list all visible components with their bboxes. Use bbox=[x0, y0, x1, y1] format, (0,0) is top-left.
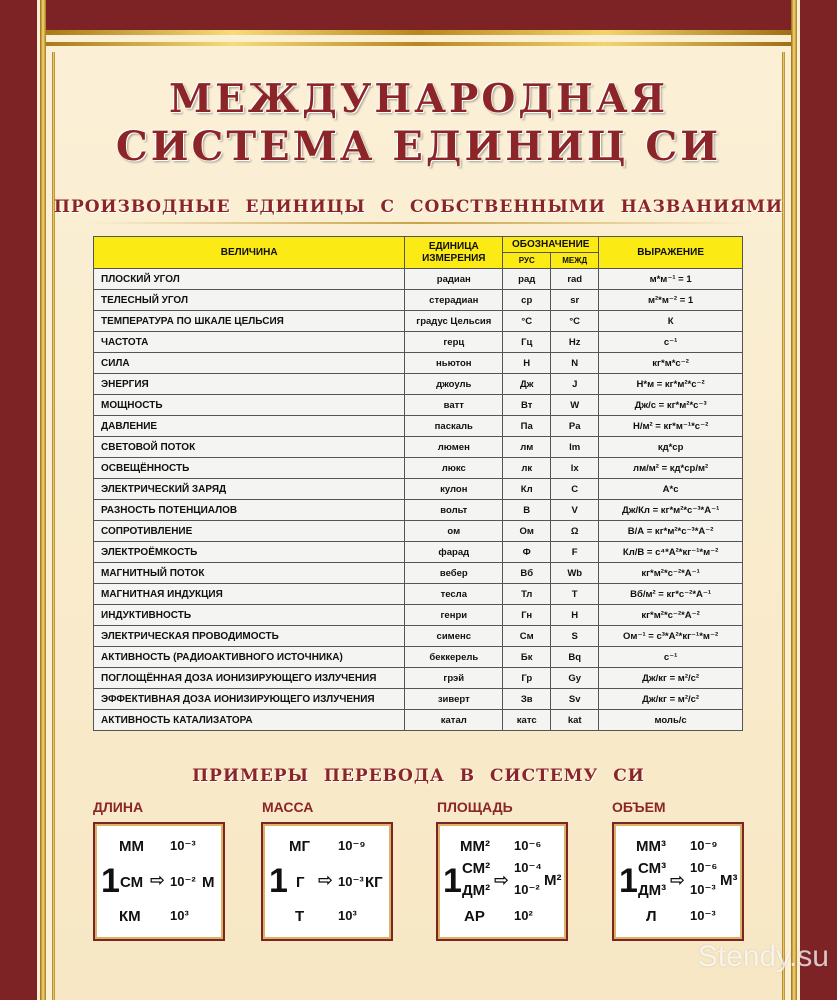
area-bottom-unit: АР bbox=[464, 908, 485, 925]
title-line-1: МЕЖДУНАРОДНАЯ bbox=[169, 76, 668, 122]
area-box bbox=[436, 822, 568, 941]
table-row bbox=[94, 311, 743, 332]
mass-bottom-power: 10³ bbox=[338, 908, 357, 923]
examples-title: ПРИМЕРЫ ПЕРЕВОДА В СИСТЕМУ СИ bbox=[192, 766, 645, 786]
table-row bbox=[94, 500, 743, 521]
table-row bbox=[94, 668, 743, 689]
expression-cell: кг*м²*с⁻²*А⁻¹ bbox=[599, 563, 743, 584]
expression-cell: кд*ср bbox=[599, 437, 743, 458]
intl-symbol-cell: lx bbox=[551, 458, 599, 479]
header-rus: РУС bbox=[503, 253, 551, 269]
mass-top-unit: МГ bbox=[289, 838, 310, 855]
expression-cell: Н*м = кг*м²*с⁻² bbox=[599, 374, 743, 395]
unit-cell: сименс bbox=[405, 626, 503, 647]
intl-symbol-cell: lm bbox=[551, 437, 599, 458]
top-gold-line-2 bbox=[46, 42, 791, 46]
top-band bbox=[46, 0, 791, 30]
title-line-2: СИСТЕМА ЕДИНИЦ СИ bbox=[115, 123, 722, 170]
area-target: М² bbox=[544, 872, 562, 889]
table-row bbox=[94, 416, 743, 437]
intl-symbol-cell: T bbox=[551, 584, 599, 605]
arrow-icon: ⇨ bbox=[494, 870, 510, 890]
table-row bbox=[94, 521, 743, 542]
table-row bbox=[94, 395, 743, 416]
quantity-cell: ДАВЛЕНИЕ bbox=[94, 416, 405, 437]
length-box bbox=[93, 822, 225, 941]
unit-cell: грэй bbox=[405, 668, 503, 689]
rus-symbol-cell: Гр bbox=[503, 668, 551, 689]
table-row bbox=[94, 332, 743, 353]
area-label: ПЛОЩАДЬ bbox=[437, 799, 513, 815]
area-unit-2: ДМ² bbox=[462, 882, 491, 899]
length-top-unit: ММ bbox=[119, 838, 144, 855]
quantity-cell: ЭНЕРГИЯ bbox=[94, 374, 405, 395]
quantity-cell: СВЕТОВОЙ ПОТОК bbox=[94, 437, 405, 458]
volume-target: М³ bbox=[720, 872, 738, 889]
rus-symbol-cell: Н bbox=[503, 353, 551, 374]
area-mid-power-2: 10⁻² bbox=[514, 882, 540, 897]
volume-bottom-unit: Л bbox=[646, 908, 657, 925]
rus-symbol-cell: лм bbox=[503, 437, 551, 458]
rus-symbol-cell: лк bbox=[503, 458, 551, 479]
intl-symbol-cell: S bbox=[551, 626, 599, 647]
unit-cell: вольт bbox=[405, 500, 503, 521]
rus-symbol-cell: Ом bbox=[503, 521, 551, 542]
watermark: Stendy.su bbox=[697, 940, 829, 973]
mass-one: 1 bbox=[269, 862, 288, 900]
subtitle-underline bbox=[85, 222, 752, 224]
expression-cell: с⁻¹ bbox=[599, 647, 743, 668]
quantity-cell: ПЛОСКИЙ УГОЛ bbox=[94, 269, 405, 290]
volume-bottom-power: 10⁻³ bbox=[690, 908, 716, 923]
intl-symbol-cell: W bbox=[551, 395, 599, 416]
table-row bbox=[94, 584, 743, 605]
intl-symbol-cell: Gy bbox=[551, 668, 599, 689]
rus-symbol-cell: °С bbox=[503, 311, 551, 332]
intl-symbol-cell: H bbox=[551, 605, 599, 626]
table-row bbox=[94, 563, 743, 584]
intl-symbol-cell: rad bbox=[551, 269, 599, 290]
intl-symbol-cell: J bbox=[551, 374, 599, 395]
arrow-icon: ⇨ bbox=[670, 870, 686, 890]
volume-label: ОБЪЕМ bbox=[612, 799, 666, 815]
expression-cell: с⁻¹ bbox=[599, 332, 743, 353]
rus-symbol-cell: рад bbox=[503, 269, 551, 290]
arrow-icon: ⇨ bbox=[318, 870, 334, 890]
mass-unit: Г bbox=[296, 874, 305, 891]
quantity-cell: МАГНИТНЫЙ ПОТОК bbox=[94, 563, 405, 584]
mass-label: МАССА bbox=[262, 799, 314, 815]
length-target: М bbox=[202, 874, 215, 891]
table-row bbox=[94, 458, 743, 479]
table-row bbox=[94, 542, 743, 563]
rus-symbol-cell: В bbox=[503, 500, 551, 521]
unit-cell: паскаль bbox=[405, 416, 503, 437]
table-row bbox=[94, 479, 743, 500]
mass-target: КГ bbox=[365, 874, 383, 891]
table-row bbox=[94, 374, 743, 395]
header-unit: ЕДИНИЦА ИЗМЕРЕНИЯ bbox=[405, 237, 503, 269]
expression-cell: Дж/с = кг*м²*с⁻³ bbox=[599, 395, 743, 416]
rus-symbol-cell: Ф bbox=[503, 542, 551, 563]
intl-symbol-cell: kat bbox=[551, 710, 599, 731]
volume-top-power: 10⁻⁹ bbox=[690, 838, 718, 853]
table-row bbox=[94, 689, 743, 710]
unit-cell: джоуль bbox=[405, 374, 503, 395]
length-bottom-power: 10³ bbox=[170, 908, 189, 923]
arrow-icon: ⇨ bbox=[150, 870, 166, 890]
table-row bbox=[94, 269, 743, 290]
intl-symbol-cell: Ω bbox=[551, 521, 599, 542]
expression-cell: В/А = кг*м²*с⁻³*А⁻² bbox=[599, 521, 743, 542]
volume-mid-power-2: 10⁻³ bbox=[690, 882, 716, 897]
rus-symbol-cell: Кл bbox=[503, 479, 551, 500]
inner-left-gold bbox=[52, 52, 55, 1000]
rus-symbol-cell: Дж bbox=[503, 374, 551, 395]
unit-cell: люмен bbox=[405, 437, 503, 458]
rus-symbol-cell: Тл bbox=[503, 584, 551, 605]
length-top-power: 10⁻³ bbox=[170, 838, 196, 853]
unit-cell: фарад bbox=[405, 542, 503, 563]
volume-unit-2: ДМ³ bbox=[638, 882, 667, 899]
top-gold-line-1 bbox=[46, 30, 791, 35]
table-row bbox=[94, 437, 743, 458]
rus-symbol-cell: Вб bbox=[503, 563, 551, 584]
expression-cell: А*с bbox=[599, 479, 743, 500]
volume-box bbox=[612, 822, 744, 941]
length-unit: СМ bbox=[120, 874, 144, 891]
area-one: 1 bbox=[443, 862, 462, 900]
unit-cell: зиверт bbox=[405, 689, 503, 710]
rus-symbol-cell: Гц bbox=[503, 332, 551, 353]
rus-symbol-cell: катс bbox=[503, 710, 551, 731]
area-unit-1: СМ² bbox=[462, 860, 491, 877]
quantity-cell: АКТИВНОСТЬ (РАДИОАКТИВНОГО ИСТОЧНИКА) bbox=[94, 647, 405, 668]
inner-right-gold bbox=[782, 52, 785, 1000]
intl-symbol-cell: N bbox=[551, 353, 599, 374]
intl-symbol-cell: F bbox=[551, 542, 599, 563]
mass-bottom-unit: Т bbox=[295, 908, 305, 925]
quantity-cell: ЭЛЕКТРИЧЕСКИЙ ЗАРЯД bbox=[94, 479, 405, 500]
length-bottom-unit: КМ bbox=[119, 908, 141, 925]
table-row bbox=[94, 353, 743, 374]
length-label: ДЛИНА bbox=[93, 799, 144, 815]
quantity-cell: ТЕЛЕСНЫЙ УГОЛ bbox=[94, 290, 405, 311]
length-one: 1 bbox=[101, 862, 120, 900]
quantity-cell: ТЕМПЕРАТУРА ПО ШКАЛЕ ЦЕЛЬСИЯ bbox=[94, 311, 405, 332]
rus-symbol-cell: См bbox=[503, 626, 551, 647]
table-row bbox=[94, 605, 743, 626]
unit-cell: вебер bbox=[405, 563, 503, 584]
unit-cell: ом bbox=[405, 521, 503, 542]
expression-cell: лм/м² = кд*ср/м² bbox=[599, 458, 743, 479]
expression-cell: Ом⁻¹ = с³*А²*кг⁻¹*м⁻² bbox=[599, 626, 743, 647]
quantity-cell: СИЛА bbox=[94, 353, 405, 374]
expression-cell: Кл/В = с⁴*А²*кг⁻¹*м⁻² bbox=[599, 542, 743, 563]
rus-symbol-cell: Зв bbox=[503, 689, 551, 710]
expression-cell: м²*м⁻² = 1 bbox=[599, 290, 743, 311]
intl-symbol-cell: Bq bbox=[551, 647, 599, 668]
rus-symbol-cell: Вт bbox=[503, 395, 551, 416]
header-expression: ВЫРАЖЕНИЕ bbox=[599, 237, 743, 269]
quantity-cell: ЧАСТОТА bbox=[94, 332, 405, 353]
volume-top-unit: ММ³ bbox=[636, 838, 666, 855]
quantity-cell: ПОГЛОЩЁННАЯ ДОЗА ИОНИЗИРУЮЩЕГО ИЗЛУЧЕНИЯ bbox=[94, 668, 405, 689]
unit-cell: тесла bbox=[405, 584, 503, 605]
rus-symbol-cell: Гн bbox=[503, 605, 551, 626]
table-row bbox=[94, 647, 743, 668]
unit-cell: кулон bbox=[405, 479, 503, 500]
unit-cell: стерадиан bbox=[405, 290, 503, 311]
volume-mid-power-1: 10⁻⁶ bbox=[690, 860, 718, 875]
table-row bbox=[94, 710, 743, 731]
volume-one: 1 bbox=[619, 862, 638, 900]
unit-cell: герц bbox=[405, 332, 503, 353]
unit-cell: беккерель bbox=[405, 647, 503, 668]
expression-cell: Дж/Кл = кг*м²*с⁻³*А⁻¹ bbox=[599, 500, 743, 521]
subtitle: ПРОИЗВОДНЫЕ ЕДИНИЦЫ С СОБСТВЕННЫМИ НАЗВАНИЯМИ bbox=[53, 197, 784, 217]
unit-cell: ватт bbox=[405, 395, 503, 416]
expression-cell: кг*м*с⁻² bbox=[599, 353, 743, 374]
mass-top-power: 10⁻⁹ bbox=[338, 838, 366, 853]
intl-symbol-cell: C bbox=[551, 479, 599, 500]
quantity-cell: МОЩНОСТЬ bbox=[94, 395, 405, 416]
rus-symbol-cell: Бк bbox=[503, 647, 551, 668]
expression-cell: м*м⁻¹ = 1 bbox=[599, 269, 743, 290]
quantity-cell: ИНДУКТИВНОСТЬ bbox=[94, 605, 405, 626]
area-top-power: 10⁻⁶ bbox=[514, 838, 542, 853]
unit-cell: градус Цельсия bbox=[405, 311, 503, 332]
expression-cell: Дж/кг = м²/с² bbox=[599, 668, 743, 689]
header-quantity: ВЕЛИЧИНА bbox=[94, 237, 405, 269]
header-intl: МЕЖД bbox=[551, 253, 599, 269]
volume-unit-1: СМ³ bbox=[638, 860, 667, 877]
unit-cell: катал bbox=[405, 710, 503, 731]
si-units-table bbox=[93, 236, 743, 731]
table-row bbox=[94, 290, 743, 311]
mass-box bbox=[261, 822, 393, 941]
intl-symbol-cell: °C bbox=[551, 311, 599, 332]
quantity-cell: ЭЛЕКТРИЧЕСКАЯ ПРОВОДИМОСТЬ bbox=[94, 626, 405, 647]
unit-cell: генри bbox=[405, 605, 503, 626]
intl-symbol-cell: Wb bbox=[551, 563, 599, 584]
area-bottom-power: 10² bbox=[514, 908, 533, 923]
expression-cell: Вб/м² = кг*с⁻²*А⁻¹ bbox=[599, 584, 743, 605]
expression-cell: К bbox=[599, 311, 743, 332]
area-top-unit: ММ² bbox=[460, 838, 490, 855]
area-mid-power-1: 10⁻⁴ bbox=[514, 860, 542, 875]
unit-cell: ньютон bbox=[405, 353, 503, 374]
expression-cell: Дж/кг = м²/с² bbox=[599, 689, 743, 710]
rus-symbol-cell: ср bbox=[503, 290, 551, 311]
quantity-cell: СОПРОТИВЛЕНИЕ bbox=[94, 521, 405, 542]
expression-cell: кг*м²*с⁻²*А⁻² bbox=[599, 605, 743, 626]
expression-cell: Н/м² = кг*м⁻¹*с⁻² bbox=[599, 416, 743, 437]
unit-cell: люкс bbox=[405, 458, 503, 479]
intl-symbol-cell: sr bbox=[551, 290, 599, 311]
rus-symbol-cell: Па bbox=[503, 416, 551, 437]
unit-cell: радиан bbox=[405, 269, 503, 290]
quantity-cell: АКТИВНОСТЬ КАТАЛИЗАТОРА bbox=[94, 710, 405, 731]
mass-mid-power: 10⁻³ bbox=[338, 874, 364, 889]
header-designation: ОБОЗНАЧЕНИЕ bbox=[503, 237, 599, 253]
table-row bbox=[94, 626, 743, 647]
intl-symbol-cell: Hz bbox=[551, 332, 599, 353]
intl-symbol-cell: Pa bbox=[551, 416, 599, 437]
length-mid-power: 10⁻² bbox=[170, 874, 196, 889]
intl-symbol-cell: Sv bbox=[551, 689, 599, 710]
quantity-cell: МАГНИТНАЯ ИНДУКЦИЯ bbox=[94, 584, 405, 605]
quantity-cell: ЭФФЕКТИВНАЯ ДОЗА ИОНИЗИРУЮЩЕГО ИЗЛУЧЕНИЯ bbox=[94, 689, 405, 710]
expression-cell: моль/с bbox=[599, 710, 743, 731]
intl-symbol-cell: V bbox=[551, 500, 599, 521]
quantity-cell: ЭЛЕКТРОЁМКОСТЬ bbox=[94, 542, 405, 563]
quantity-cell: ОСВЕЩЁННОСТЬ bbox=[94, 458, 405, 479]
quantity-cell: РАЗНОСТЬ ПОТЕНЦИАЛОВ bbox=[94, 500, 405, 521]
